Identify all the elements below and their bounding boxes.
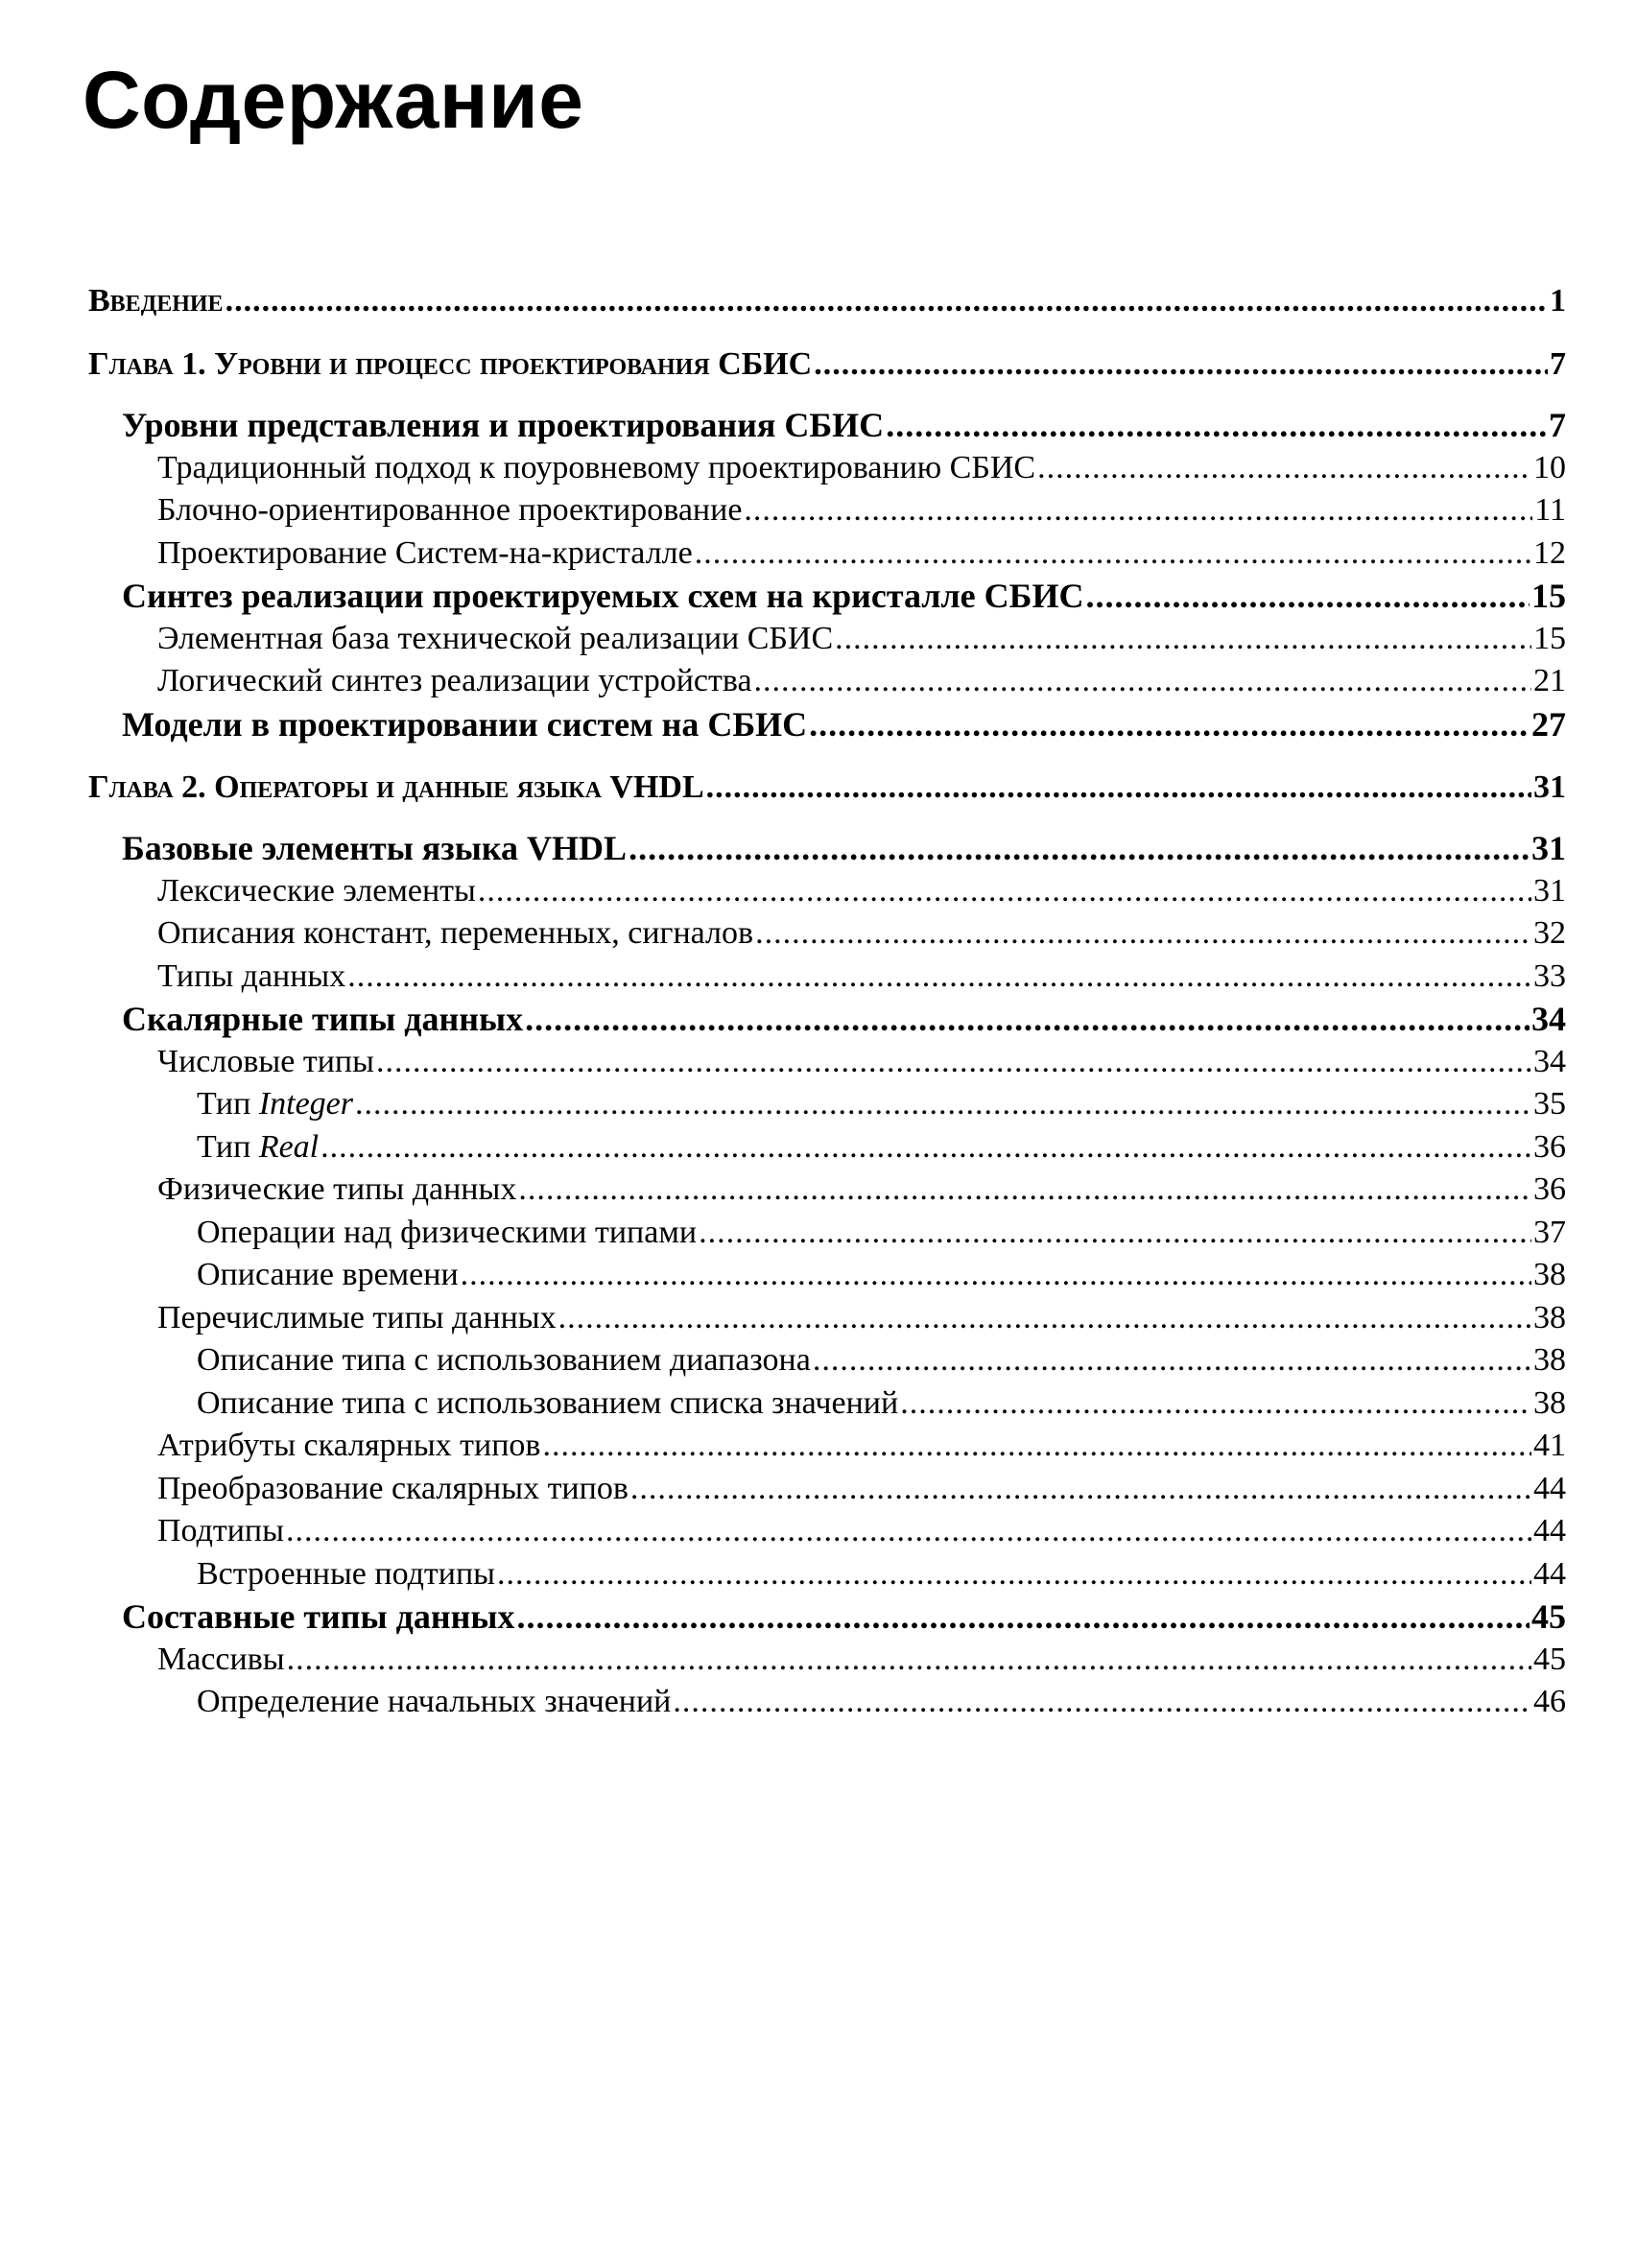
page-title: Содержание — [83, 55, 584, 145]
toc-entry-title — [197, 1083, 353, 1126]
toc-page-number: 41 — [1533, 1428, 1566, 1463]
toc-entry-title — [197, 1382, 898, 1426]
toc-dot-leader — [629, 827, 1530, 870]
toc-subsection-entry[interactable] — [88, 618, 1566, 661]
toc-subsubsection-entry[interactable] — [88, 1083, 1566, 1126]
toc-page-number: 15 — [1531, 577, 1566, 615]
toc-entry-title — [157, 447, 1035, 490]
toc-entry-title — [157, 956, 345, 999]
toc-entry-title — [122, 1595, 514, 1639]
toc-dot-leader — [320, 1126, 1531, 1169]
toc-page-number: 44 — [1533, 1555, 1566, 1592]
toc-page-number: 38 — [1533, 1257, 1566, 1292]
toc-entry-title-text: Перечислимые типы данных — [157, 1299, 557, 1335]
toc-entry-title-text: Физические типы данных — [157, 1171, 517, 1207]
toc-subsection-entry[interactable] — [88, 1041, 1566, 1084]
toc-page-number: 15 — [1533, 620, 1566, 656]
toc-entry-title-text: Уровни представления и проектирования СБИС — [122, 406, 885, 444]
toc-subsection-entry[interactable] — [88, 956, 1566, 999]
toc-page-number: 31 — [1533, 872, 1566, 909]
toc-dot-leader — [835, 618, 1531, 661]
toc-entry-title — [197, 1254, 459, 1297]
toc-entry-title-text: Операции над физическими типами — [197, 1214, 698, 1250]
toc-entry-title-text: Глава 1. Уровни и процесс проектирования СБИС — [88, 346, 813, 382]
toc-page-number: 12 — [1533, 534, 1566, 571]
toc-dot-leader — [525, 998, 1530, 1041]
toc-subsection-entry[interactable] — [88, 1297, 1566, 1340]
toc-dot-leader — [744, 489, 1532, 532]
toc-entry-title-text: Тип — [197, 1086, 259, 1122]
toc-dot-leader — [814, 343, 1548, 386]
toc-entry-title-text: Тип — [197, 1128, 259, 1165]
toc-entry-title-text: Описание типа с использованием списка значений — [197, 1384, 899, 1421]
toc-entry-title — [88, 767, 704, 809]
toc-dot-leader — [630, 1468, 1531, 1511]
toc-entry-title — [157, 1425, 540, 1468]
toc-section-entry[interactable] — [88, 703, 1566, 746]
toc-entry-title — [88, 343, 812, 386]
toc-dot-leader — [695, 532, 1531, 576]
toc-subsubsection-entry[interactable] — [88, 1553, 1566, 1596]
toc-page-number: 36 — [1533, 1171, 1566, 1207]
toc-page-number: 36 — [1533, 1128, 1566, 1165]
toc-subsection-entry[interactable] — [88, 1510, 1566, 1553]
toc-entry-title — [88, 280, 224, 322]
toc-subsection-entry[interactable] — [88, 1468, 1566, 1511]
toc-entry-title-text: Логический синтез реализации устройства — [157, 663, 752, 698]
toc-entry-title-text: Элементная база технической реализации СБИС — [157, 620, 834, 656]
toc-entry-title-text: Атрибуты скалярных типов — [157, 1428, 541, 1463]
toc-dot-leader — [518, 1169, 1531, 1212]
toc-page-number: 38 — [1533, 1299, 1566, 1335]
toc-subsubsection-entry[interactable] — [88, 1339, 1566, 1382]
toc-page-number: 33 — [1533, 957, 1566, 994]
toc-entry-title — [157, 489, 742, 532]
toc-entry-title — [157, 618, 833, 661]
toc-entry-title-italic: Real — [258, 1128, 320, 1165]
toc-subsection-entry[interactable] — [88, 1169, 1566, 1212]
toc-entry-title-text: Составные типы данных — [122, 1597, 515, 1636]
toc-dot-leader — [755, 912, 1531, 956]
toc-dot-leader — [347, 956, 1531, 999]
toc-dot-leader — [355, 1083, 1531, 1126]
toc-page-number: 37 — [1533, 1214, 1566, 1250]
toc-entry-title-text: Преобразование скалярных типов — [157, 1470, 629, 1506]
toc-page-number: 32 — [1533, 915, 1566, 951]
toc-entry-title-text: Массивы — [157, 1641, 285, 1677]
toc-entry-title — [122, 703, 807, 746]
toc-section-entry[interactable] — [88, 827, 1566, 870]
toc-entry-title — [122, 575, 1083, 618]
toc-entry-title — [197, 1126, 319, 1169]
toc-section-entry[interactable] — [88, 1595, 1566, 1639]
toc-subsection-entry[interactable] — [88, 1639, 1566, 1682]
toc-subsubsection-entry[interactable] — [88, 1212, 1566, 1255]
toc-dot-leader — [886, 404, 1547, 447]
toc-dot-leader — [673, 1681, 1531, 1724]
toc-entry-title-text: Описание типа с использованием диапазона — [197, 1342, 811, 1378]
toc-page-number: 27 — [1531, 704, 1566, 744]
toc-dot-leader — [558, 1297, 1531, 1340]
toc-entry-title-text: Встроенные подтипы — [197, 1555, 495, 1592]
toc-dot-leader — [699, 1212, 1531, 1255]
toc-entry-title — [157, 1639, 285, 1682]
toc-chapter-entry[interactable] — [88, 767, 1566, 809]
toc-subsubsection-entry[interactable] — [88, 1254, 1566, 1297]
toc-subsection-entry[interactable] — [88, 912, 1566, 956]
toc-dot-leader — [286, 1510, 1531, 1553]
toc-entry-title-text: Лексические элементы — [157, 872, 476, 909]
toc-entry-title — [197, 1339, 811, 1382]
toc-entry-title-text: Введение — [88, 283, 224, 319]
toc-page-number: 21 — [1533, 663, 1566, 698]
toc-entry-title-text: Традиционный подход к поуровневому проектированию СБИС — [157, 449, 1036, 485]
toc-subsection-entry[interactable] — [88, 532, 1566, 576]
toc-dot-leader — [461, 1254, 1531, 1297]
toc-page-number: 35 — [1533, 1086, 1566, 1122]
toc-subsection-entry[interactable] — [88, 870, 1566, 913]
toc-dot-leader — [1085, 575, 1530, 618]
toc-section-entry[interactable] — [88, 998, 1566, 1041]
toc-entry-title-text: Определение начальных значений — [197, 1684, 672, 1719]
toc-subsection-entry[interactable] — [88, 447, 1566, 490]
toc-dot-leader — [900, 1382, 1531, 1426]
toc-dot-leader — [809, 703, 1530, 746]
toc-dot-leader — [478, 870, 1531, 913]
toc-entry-title — [157, 1041, 374, 1084]
toc-dot-leader — [516, 1595, 1530, 1639]
toc-entry-title — [197, 1553, 495, 1596]
toc-dot-leader — [542, 1425, 1531, 1468]
toc-dot-leader — [706, 767, 1531, 809]
toc-entry-title — [157, 1468, 629, 1511]
toc-entry-title-text: Синтез реализации проектируемых схем на кристалле СБИС — [122, 577, 1084, 615]
toc-subsubsection-entry[interactable] — [88, 1681, 1566, 1724]
toc-page-number: 31 — [1531, 829, 1566, 867]
toc-entry-title — [122, 404, 884, 447]
toc-entry-title-text: Блочно-ориентированное проектирование — [157, 492, 743, 528]
toc-entry-title — [157, 1297, 557, 1340]
toc-chapter-entry[interactable] — [88, 280, 1566, 322]
toc-dot-leader — [287, 1639, 1531, 1682]
toc-page-number: 44 — [1533, 1470, 1566, 1506]
toc-dot-leader — [1037, 447, 1531, 490]
toc-entry-title-text: Проектирование Систем-на-кристалле — [157, 534, 693, 571]
toc-dot-leader — [376, 1041, 1531, 1084]
toc-page-number: 44 — [1533, 1513, 1566, 1548]
toc-entry-title-text: Типы данных — [157, 957, 346, 994]
toc-entry-title-text: Числовые типы — [157, 1043, 374, 1079]
toc-entry-title — [157, 912, 753, 956]
toc-entry-title-text: Описания констант, переменных, сигналов — [157, 915, 754, 951]
toc-page-number: 34 — [1531, 1000, 1566, 1038]
toc-dot-leader — [497, 1553, 1531, 1596]
toc-entry-title-text: Глава 2. Операторы и данные языка VHDL — [88, 769, 704, 805]
toc-chapter-entry[interactable] — [88, 343, 1566, 386]
toc-section-entry[interactable] — [88, 404, 1566, 447]
toc-entry-title — [197, 1212, 697, 1255]
toc-dot-leader — [754, 660, 1531, 703]
toc-entry-title — [157, 532, 693, 576]
toc-page-number: 31 — [1533, 769, 1566, 805]
toc-page-number: 1 — [1550, 283, 1566, 319]
toc-page-number: 10 — [1533, 449, 1566, 485]
toc-dot-leader — [225, 280, 1548, 322]
toc-entry-title — [157, 1510, 284, 1553]
toc-entry-title — [122, 998, 523, 1041]
toc-page-number: 11 — [1534, 492, 1566, 528]
toc-subsection-entry[interactable] — [88, 660, 1566, 703]
toc-section-entry[interactable] — [88, 575, 1566, 618]
toc-dot-leader — [813, 1339, 1531, 1382]
toc-page-number: 38 — [1533, 1342, 1566, 1378]
toc-page-number: 38 — [1533, 1384, 1566, 1421]
toc-entry-title-text: Скалярные типы данных — [122, 1000, 524, 1038]
toc-entry-title-italic: Integer — [258, 1086, 353, 1122]
toc-subsubsection-entry[interactable] — [88, 1382, 1566, 1426]
toc-entry-title — [122, 827, 627, 870]
toc-entry-title-text: Базовые элементы языка VHDL — [122, 829, 628, 867]
toc-entry-title-text: Описание времени — [197, 1257, 459, 1292]
toc-subsection-entry[interactable] — [88, 1425, 1566, 1468]
toc-subsection-entry[interactable] — [88, 489, 1566, 532]
toc-subsubsection-entry[interactable] — [88, 1126, 1566, 1169]
toc-entry-title-text: Модели в проектировании систем на СБИС — [122, 704, 808, 744]
toc-page-number: 45 — [1531, 1597, 1566, 1636]
toc-entry-title — [157, 1169, 516, 1212]
toc-entry-title-text: Подтипы — [157, 1513, 284, 1548]
table-of-contents — [88, 280, 1566, 1724]
toc-entry-title — [157, 660, 752, 703]
toc-entry-title — [197, 1681, 671, 1724]
toc-page-number: 45 — [1533, 1641, 1566, 1677]
toc-page-number: 7 — [1549, 406, 1566, 444]
toc-entry-title — [157, 870, 476, 913]
toc-page-number: 46 — [1533, 1684, 1566, 1719]
toc-page-number: 34 — [1533, 1043, 1566, 1079]
toc-page-number: 7 — [1550, 346, 1566, 382]
